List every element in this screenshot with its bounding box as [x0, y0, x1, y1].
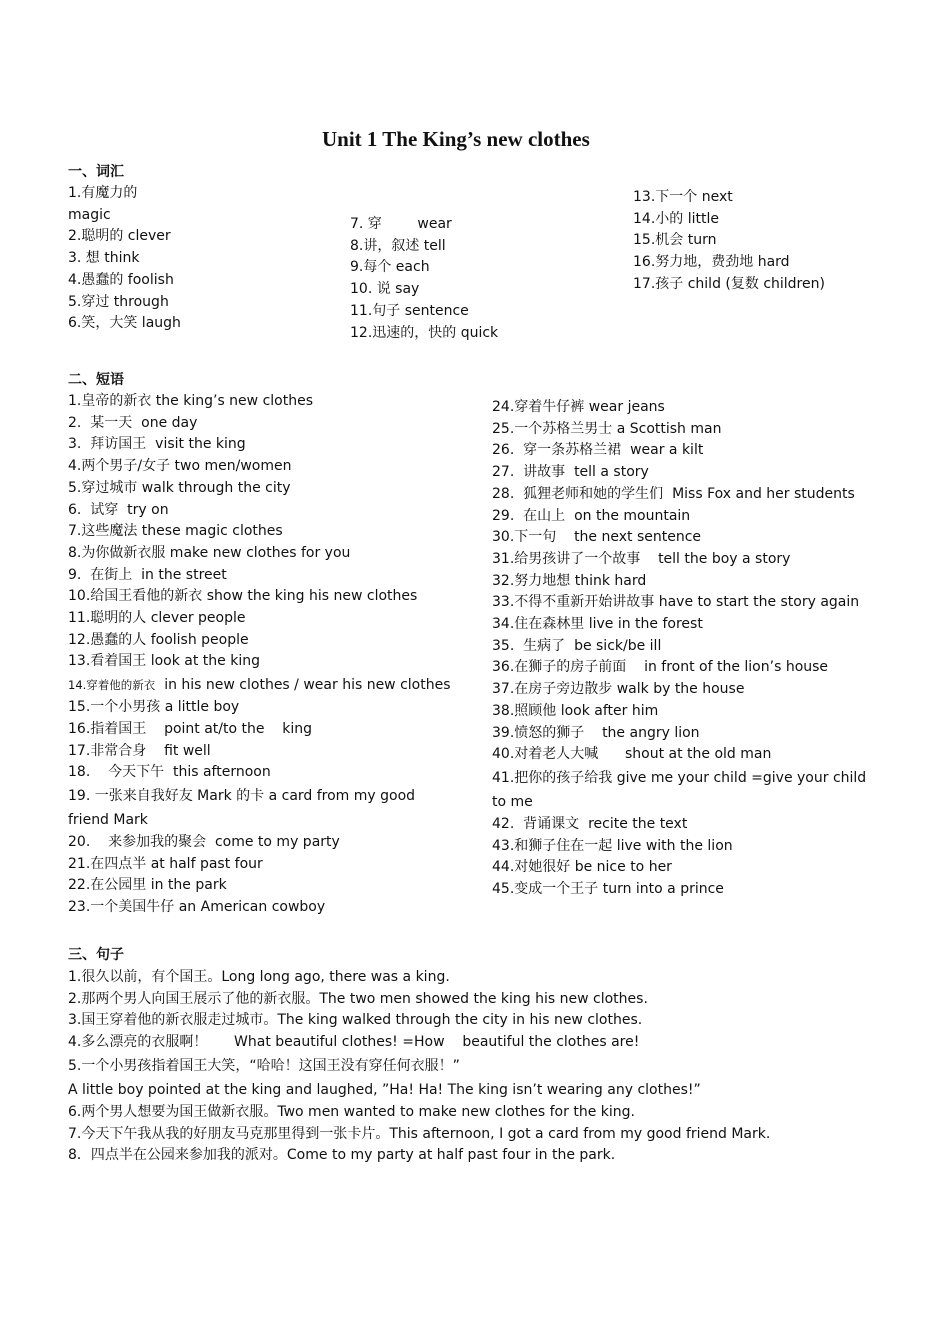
vocab-heading: 一、词汇 — [68, 164, 124, 180]
page-title: Unit 1 The King’s new clothes — [322, 127, 590, 151]
vocab-item: 1.有魔力的 — [68, 185, 138, 201]
phrase-item: 29. 在山上 on the mountain — [492, 507, 691, 524]
phrase-item: 8.为你做新衣服 make new clothes for you — [68, 544, 351, 561]
phrase-item: 21.在四点半 at half past four — [68, 855, 263, 872]
phrase-item: 27. 讲故事 tell a story — [492, 464, 649, 481]
phrase-item: 38.照顾他 look after him — [492, 702, 659, 719]
phrase-item: 18. 今天下午 this afternoon — [68, 764, 271, 781]
phrases-right-col — [492, 397, 892, 901]
phrase-item: 17.非常合身 fit well — [68, 742, 211, 759]
sentence-item: 7.今天下午我从我的好朋友马克那里得到一张卡片。This afternoon, I got a card from my good friend Mark. — [68, 1125, 771, 1142]
phrases-heading: 二、短语 — [68, 372, 124, 388]
vocab-item: 16.努力地，费劲地 hard — [633, 254, 790, 271]
vocab-item: 2.聪明的 clever — [68, 228, 171, 245]
vocab-item: magic — [68, 206, 111, 223]
vocab-item: 14.小的 little — [633, 210, 719, 227]
vocab-item: 12.迅速的，快的 quick — [350, 324, 499, 341]
sentences-heading: 三、句子 — [68, 947, 124, 963]
vocab-item: 17.孩子 child (复数 children) — [633, 275, 825, 292]
phrase-item: 24.穿着牛仔裤 wear jeans — [492, 399, 665, 415]
vocab-item: 9.每个 each — [350, 259, 430, 276]
phrase-item: 40.对着老人大喊 shout at the old man — [492, 746, 772, 763]
phrase-item: 12.愚蠢的人 foolish people — [68, 631, 249, 648]
phrase-item: 25.一个苏格兰男士 a Scottish man — [492, 420, 722, 437]
phrase-item: 22.在公园里 in the park — [68, 877, 227, 894]
vocab-item: 15.机会 turn — [633, 232, 717, 249]
sentences-list — [68, 967, 928, 1167]
sentence-item: 1.很久以前，有个国王。Long long ago, there was a king. — [68, 969, 450, 985]
phrase-item: 37.在房子旁边散步 walk by the house — [492, 681, 745, 698]
phrases-left-col — [68, 391, 468, 919]
phrase-item: 2. 某一天 one day — [68, 414, 198, 431]
phrase-item: 31.给男孩讲了一个故事 tell the boy a story — [492, 550, 791, 567]
phrase-item: 7.这些魔法 these magic clothes — [68, 523, 283, 540]
vocab-item: 10. 说 say — [350, 281, 420, 298]
vocab-col-1 — [68, 183, 181, 335]
vocab-item: 5.穿过 through — [68, 293, 169, 310]
sentence-item: 2.那两个男人向国王展示了他的新衣服。The two men showed the king his new clothes. — [68, 990, 648, 1007]
vocab-col-3 — [633, 187, 825, 296]
vocab-item: 4.愚蠢的 foolish — [68, 271, 174, 288]
vocab-item: 8.讲，叙述 tell — [350, 237, 446, 254]
phrase-item: 39.愤怒的狮子 the angry lion — [492, 724, 700, 741]
phrase-item: 1.皇帝的新衣 the king’s new clothes — [68, 393, 313, 409]
phrase-item: 4.两个男子/女子 two men/women — [68, 458, 292, 475]
phrase-item: 6. 试穿 try on — [68, 501, 169, 518]
phrase-item: 9. 在街上 in the street — [68, 566, 227, 583]
phrase-item: 10.给国王看他的新衣 show the king his new clothes — [68, 588, 418, 605]
phrase-item: 41.把你的孩子给我 give me your child =give your child to me — [492, 769, 867, 810]
phrase-item: 13.看着国王 look at the king — [68, 653, 260, 670]
phrase-item: 23.一个美国牛仔 an American cowboy — [68, 899, 326, 916]
vocab-item: 6.笑，大笑 laugh — [68, 315, 181, 332]
phrase-item: 43.和狮子住在一起 live with the lion — [492, 837, 733, 854]
phrase-item: 5.穿过城市 walk through the city — [68, 479, 291, 496]
vocab-item: 13.下一个 next — [633, 189, 733, 205]
phrase-item: 16.指着国王 point at/to the king — [68, 720, 313, 737]
vocab-item: 7. 穿 wear — [350, 216, 452, 232]
phrase-item: 30.下一句 the next sentence — [492, 529, 702, 546]
phrase-item: 35. 生病了 be sick/be ill — [492, 637, 662, 654]
phrase-item: 45.变成一个王子 turn into a prince — [492, 881, 724, 898]
vocab-item: 11.句子 sentence — [350, 302, 469, 319]
phrase-item: 32.努力地想 think hard — [492, 572, 647, 589]
phrase-item — [68, 673, 468, 697]
phrase-item: 28. 狐狸老师和她的学生们 Miss Fox and her students — [492, 485, 855, 502]
phrase-english: in his new clothes / wear his new clothes — [155, 677, 451, 694]
vocab-col-2 — [350, 214, 498, 344]
sentence-item: 8．四点半在公园来参加我的派对。Come to my party at half past four in the park. — [68, 1147, 616, 1164]
phrase-item: 44.对她很好 be nice to her — [492, 859, 672, 876]
phrase-item: 42. 背诵课文 recite the text — [492, 815, 688, 832]
phrase-item: 26. 穿一条苏格兰裙 wear a kilt — [492, 442, 704, 459]
phrase-item: 20. 来参加我的聚会 come to my party — [68, 833, 340, 850]
phrase-chinese: 14.穿着他的新衣 — [68, 678, 156, 693]
phrase-item: 33.不得不重新开始讲故事 have to start the story again — [492, 594, 860, 611]
vocab-item: 3. 想 think — [68, 250, 140, 267]
sentence-item: 4.多么漂亮的衣服啊！ What beautiful clothes! =How beautiful the clothes are! — [68, 1034, 640, 1051]
phrase-item: 3. 拜访国王 visit the king — [68, 436, 246, 453]
phrase-item: 19. 一张来自我好友 Mark 的卡 a card from my good friend Mark — [68, 787, 416, 828]
phrase-item: 11.聪明的人 clever people — [68, 610, 246, 627]
sentence-item: 6.两个男人想要为国王做新衣服。Two men wanted to make new clothes for the king. — [68, 1103, 635, 1120]
sentence-item: A little boy pointed at the king and laughed, ”Ha! Ha! The king isn’t wearing any clothes!” — [68, 1081, 701, 1098]
sentence-item: 5.一个小男孩指着国王大笑，“哈哈！这国王没有穿任何衣服！” — [68, 1057, 460, 1074]
phrase-item: 36.在狮子的房子前面 in front of the lion’s house — [492, 659, 829, 676]
phrase-item: 15.一个小男孩 a little boy — [68, 699, 240, 716]
sentence-item: 3.国王穿着他的新衣服走过城市。The king walked through the city in his new clothes. — [68, 1012, 643, 1029]
phrase-item: 34.住在森林里 live in the forest — [492, 616, 703, 633]
